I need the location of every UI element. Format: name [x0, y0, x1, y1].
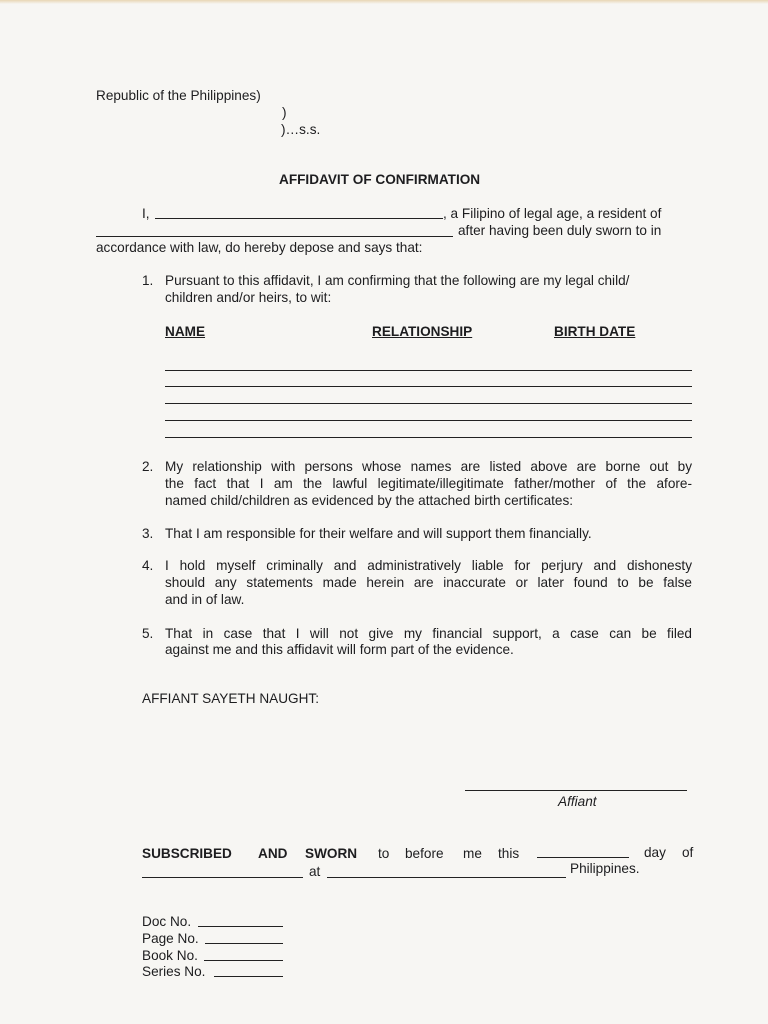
jurat-me: me: [463, 846, 482, 861]
jurat-day-blank[interactable]: [537, 857, 629, 858]
affiant-signature-line[interactable]: [465, 790, 687, 791]
item-2-line: the fact that I am the lawful legitimate/illegitimate father/mother of the afore-: [165, 476, 692, 491]
doc-no-label: Doc No.: [142, 914, 192, 929]
jurat-sworn: SWORN: [305, 846, 358, 861]
doc-no-blank[interactable]: [198, 926, 283, 927]
item-4-line: and in of law.: [165, 592, 245, 607]
page-no-blank[interactable]: [205, 943, 283, 944]
jurat-month-blank[interactable]: [142, 877, 303, 878]
book-no-blank[interactable]: [204, 960, 283, 961]
jurat-day: day: [644, 845, 666, 860]
jurat-at: at: [309, 864, 321, 879]
column-header-name: NAME: [165, 324, 206, 339]
item-number: 2.: [142, 459, 154, 474]
jurat-of: of: [682, 845, 694, 860]
item-4-line: I hold myself criminally and administratively liable for perjury and dishonesty: [165, 558, 692, 573]
residence-blank[interactable]: [96, 236, 453, 237]
item-5-line: That in case that I will not give my financial support, a case can be filed: [165, 626, 692, 641]
jurat-to: to: [378, 846, 390, 861]
intro-i-label: I,: [142, 206, 150, 221]
document-title: AFFIDAVIT OF CONFIRMATION: [279, 172, 481, 187]
item-4-line: should any statements made herein are inaccurate or later found to be false: [165, 575, 692, 590]
page-no-label: Page No.: [142, 931, 199, 946]
column-header-birth-date: BIRTH DATE: [554, 324, 636, 339]
book-no-label: Book No.: [142, 948, 198, 963]
venue-ss: )…s.s.: [281, 122, 321, 137]
series-no-blank[interactable]: [214, 976, 283, 977]
item-number: 1.: [142, 273, 154, 288]
jurat-before: before: [405, 846, 444, 861]
intro-line1-tail: , a Filipino of legal age, a resident of: [443, 206, 662, 221]
table-row-blank[interactable]: [165, 420, 692, 421]
intro-line3: accordance with law, do hereby depose and says that:: [96, 240, 423, 255]
affiant-sayeth-naught: AFFIANT SAYETH NAUGHT:: [142, 691, 319, 706]
series-no-label: Series No.: [142, 964, 206, 979]
table-row-blank[interactable]: [165, 386, 692, 387]
item-5-line: against me and this affidavit will form part of the evidence.: [165, 642, 514, 657]
affiant-label: Affiant: [558, 794, 597, 809]
intro-line2-tail: after having been duly sworn to in: [458, 223, 662, 238]
item-2-line: named child/children as evidenced by the attached birth certificates:: [165, 493, 574, 508]
jurat-and: AND: [258, 846, 288, 861]
item-1-line: Pursuant to this affidavit, I am confirming that the following are my legal child/: [165, 273, 630, 288]
item-3-line: That I am responsible for their welfare and will support them financially.: [165, 526, 592, 541]
item-number: 5.: [142, 626, 154, 641]
item-number: 4.: [142, 558, 154, 573]
venue-republic: Republic of the Philippines): [96, 88, 261, 103]
jurat-place-blank[interactable]: [327, 877, 566, 878]
table-row-blank[interactable]: [165, 437, 692, 438]
table-row-blank[interactable]: [165, 370, 692, 371]
table-row-blank[interactable]: [165, 403, 692, 404]
item-1-line: children and/or heirs, to wit:: [165, 290, 332, 305]
paper-edge: [0, 0, 768, 4]
item-2-line: My relationship with persons whose names are listed above are borne out by: [165, 459, 692, 474]
jurat-subscribed: SUBSCRIBED: [142, 846, 232, 861]
jurat-philippines: Philippines.: [570, 861, 640, 876]
item-number: 3.: [142, 526, 154, 541]
column-header-relationship: RELATIONSHIP: [372, 324, 473, 339]
venue-paren: ): [282, 105, 287, 120]
affiant-name-blank[interactable]: [155, 218, 443, 219]
jurat-this: this: [498, 846, 520, 861]
